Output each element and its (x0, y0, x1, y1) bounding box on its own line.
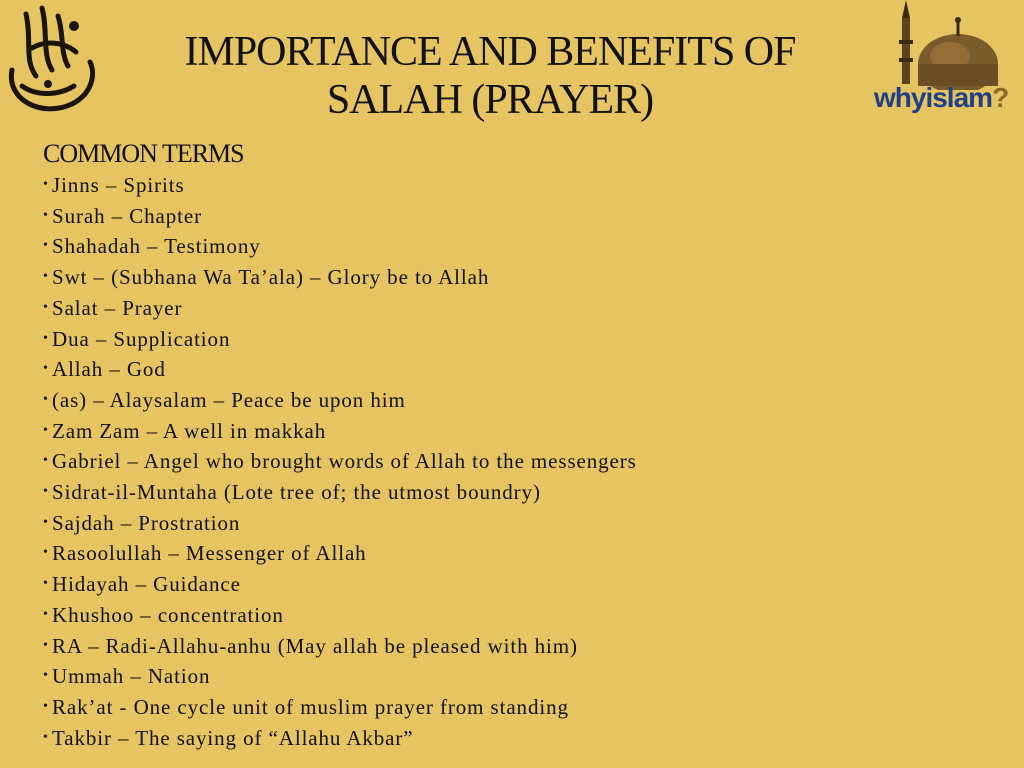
bullet-icon: • (43, 422, 49, 438)
bullet-icon: • (43, 637, 49, 653)
bullet-icon: • (43, 606, 49, 622)
term-text: Surah – Chapter (52, 203, 202, 228)
term-text: Khushoo – concentration (52, 602, 284, 627)
whyislam-logo (866, 0, 1022, 124)
bullet-icon: • (43, 545, 49, 561)
calligraphy-logo-icon (2, 0, 98, 120)
list-item (43, 231, 983, 262)
bullet-icon: • (43, 330, 49, 346)
list-item (43, 508, 983, 539)
bullet-icon: • (43, 729, 49, 745)
term-text: Salat – Prayer (52, 295, 183, 320)
list-item (43, 446, 983, 477)
bullet-icon: • (43, 698, 49, 714)
bullet-icon: • (43, 238, 49, 254)
list-item (43, 416, 983, 447)
term-text: RA – Radi-Allahu-anhu (May allah be pleased with him) (52, 633, 578, 658)
bullet-icon: • (43, 391, 49, 407)
whyislam-wordmark (874, 84, 1008, 112)
term-text: Gabriel – Angel who brought words of Allah to the messengers (52, 449, 637, 474)
mosque-icon (866, 0, 1022, 90)
whyislam-wordmark-main: whyislam (874, 82, 993, 113)
slide-title (110, 28, 870, 124)
term-text: Zam Zam – A well in makkah (52, 418, 327, 443)
term-text: Dua – Supplication (52, 326, 231, 351)
term-text: (as) – Alaysalam – Peace be upon him (52, 387, 406, 412)
list-item (43, 538, 983, 569)
bullet-icon: • (43, 207, 49, 223)
terms-section (43, 138, 983, 753)
list-item (43, 170, 983, 201)
term-text: Swt – (Subhana Wa Ta’ala) – Glory be to Allah (52, 265, 490, 290)
term-text: Rasoolullah – Messenger of Allah (52, 541, 367, 566)
term-text: Ummah – Nation (52, 664, 211, 689)
term-text: Hidayah – Guidance (52, 572, 241, 597)
bullet-icon: • (43, 668, 49, 684)
term-text: Rak’at - One cycle unit of muslim prayer from standing (52, 694, 569, 719)
bullet-icon: • (43, 576, 49, 592)
list-item (43, 692, 983, 723)
bullet-icon: • (43, 177, 49, 192)
bullet-icon: • (43, 484, 49, 500)
whyislam-wordmark-mark: ? (992, 82, 1009, 113)
section-heading: COMMON TERMS (43, 139, 244, 168)
list-item (43, 631, 983, 662)
terms-list (43, 170, 983, 753)
list-item (43, 723, 983, 754)
list-item (43, 569, 983, 600)
bullet-icon: • (43, 514, 49, 530)
list-item (43, 201, 983, 232)
term-text: Allah – God (52, 357, 166, 382)
bullet-icon: • (43, 453, 49, 469)
list-item (43, 293, 983, 324)
slide-title-line-2: SALAH (PRAYER) (326, 77, 654, 123)
list-item (43, 324, 983, 355)
list-item (43, 661, 983, 692)
list-item (43, 262, 983, 293)
term-text: Sajdah – Prostration (52, 510, 241, 535)
term-text: Shahadah – Testimony (52, 234, 261, 259)
term-text: Takbir – The saying of “Allahu Akbar” (52, 725, 414, 750)
term-text: Sidrat-il-Muntaha (Lote tree of; the utmost boundry) (52, 480, 541, 505)
list-item (43, 477, 983, 508)
list-item (43, 385, 983, 416)
list-item (43, 600, 983, 631)
bullet-icon: • (43, 269, 49, 285)
term-text: Jinns – Spirits (52, 173, 185, 197)
bullet-icon: • (43, 361, 49, 377)
slide-title-line-1: IMPORTANCE AND BENEFITS OF (184, 29, 796, 75)
list-item (43, 354, 983, 385)
bullet-icon: • (43, 299, 49, 315)
